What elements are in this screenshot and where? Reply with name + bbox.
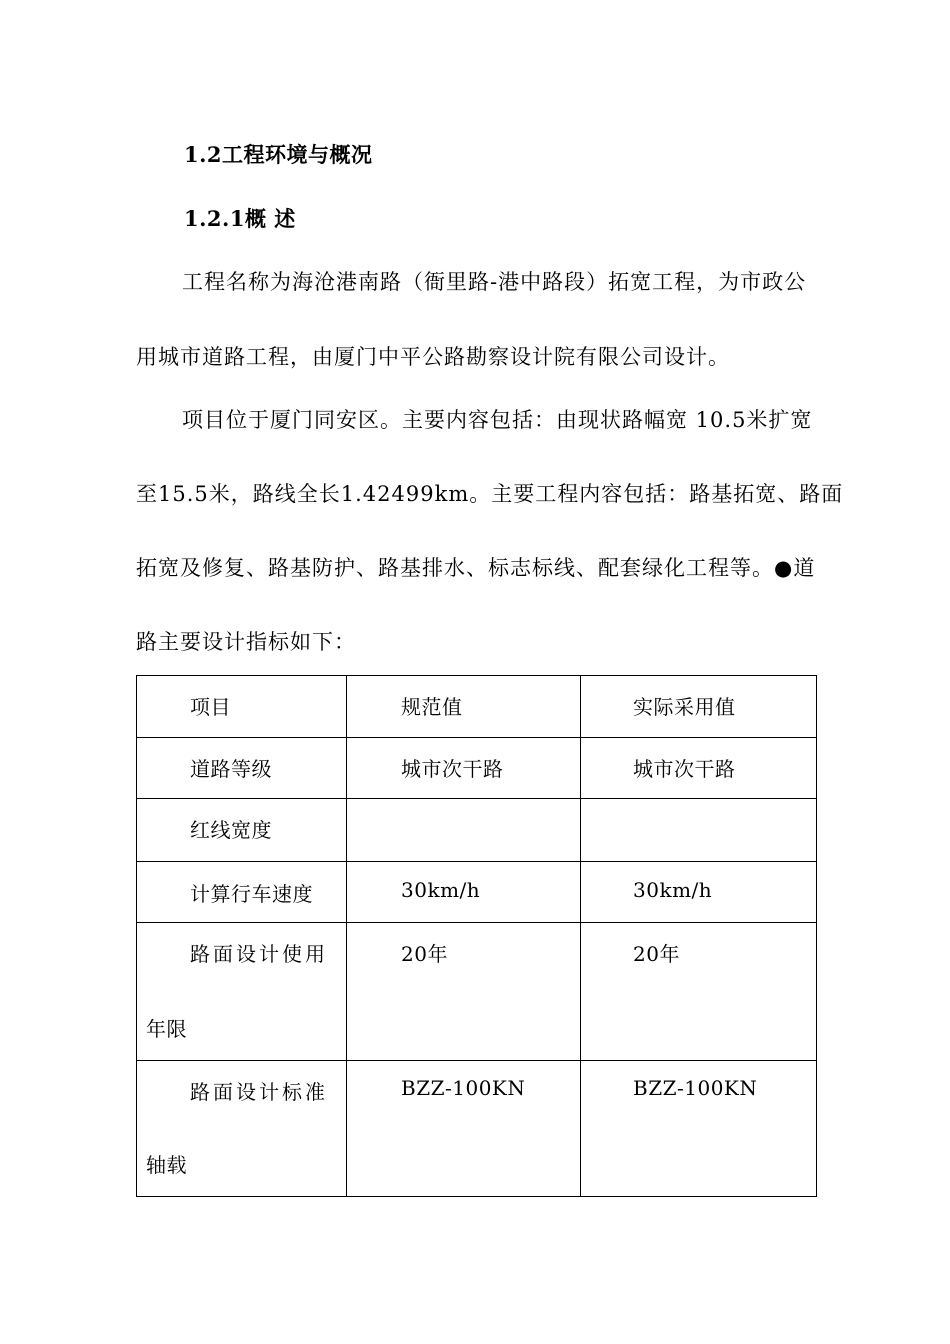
table-cell-actual — [581, 799, 817, 862]
paragraph-line: 拓宽及修复、路基防护、路基排水、标志标线、配套绿化工程等。●道 — [136, 556, 816, 580]
paragraph-line: 路主要设计指标如下： — [136, 630, 356, 654]
paragraph-line: 项目位于厦门同安区。主要内容包括：由现状路幅宽 10.5米扩宽 — [182, 408, 813, 432]
table-header-cell: 规范值 — [347, 676, 581, 738]
table-row — [137, 799, 817, 862]
table-cell-spec: 30km/h — [347, 862, 581, 923]
table-header-row — [137, 676, 817, 738]
table-row — [137, 738, 817, 799]
table-cell-item: 路面设计标准 轴载 — [137, 1061, 347, 1197]
table-header-cell: 项目 — [137, 676, 347, 738]
paragraph-line: 工程名称为海沧港南路（衙里路-港中路段）拓宽工程，为市政公 — [182, 270, 807, 294]
table-header-cell: 实际采用值 — [581, 676, 817, 738]
table-cell-item: 道路等级 — [137, 738, 347, 799]
table-cell-actual: 20年 — [581, 923, 817, 1061]
subsection-heading: 1.2.1概 述 — [184, 206, 296, 231]
table-cell-item: 路面设计使用 年限 — [137, 923, 347, 1061]
table-cell-actual: 30km/h — [581, 862, 817, 923]
table-cell-spec: 城市次干路 — [347, 738, 581, 799]
table-cell-actual: BZZ-100KN — [581, 1061, 817, 1197]
table-row — [137, 1061, 817, 1197]
table-cell-item: 红线宽度 — [137, 799, 347, 862]
paragraph-line: 用城市道路工程，由厦门中平公路勘察设计院有限公司设计。 — [136, 345, 730, 369]
table-row — [137, 923, 817, 1061]
table-row — [137, 862, 817, 923]
design-index-table — [136, 675, 817, 1197]
table-cell-actual: 城市次干路 — [581, 738, 817, 799]
table-cell-spec — [347, 799, 581, 862]
paragraph-line: 至15.5米，路线全长1.42499km。主要工程内容包括：路基拓宽、路面 — [136, 482, 844, 506]
section-heading: 1.2工程环境与概况 — [184, 142, 373, 167]
table-cell-spec: 20年 — [347, 923, 581, 1061]
table-cell-spec: BZZ-100KN — [347, 1061, 581, 1197]
table-cell-item: 计算行车速度 — [137, 862, 347, 923]
